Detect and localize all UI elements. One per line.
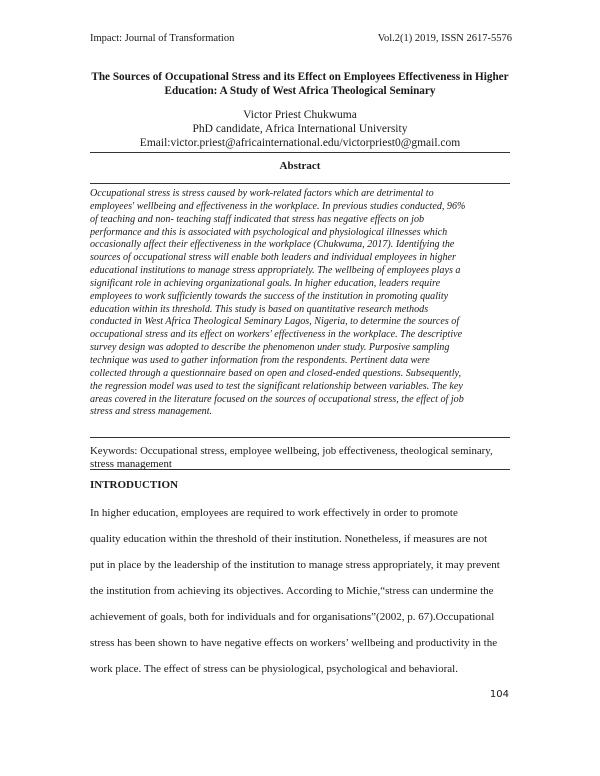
introduction-text: In higher education, employees are required to work effectively in order to promote quality education within the threshold of their institution. Nonetheless, if measures are not put in place by the leadership of the institution to manage stress appropriately, it may prevent the institution from achieving its objectives. According to Michie,“stress can undermine the achievement of goals, both for individuals and for organisations”(2002, p. 67).Occupational stress has been shown to have negative effects on workers’ wellbeing and productivity in the work place. The effect of stress can be physiological, psychological and behavioral. bbox=[90, 507, 500, 675]
journal-name: Impact: Journal of Transformation bbox=[90, 33, 235, 44]
introduction-heading: INTRODUCTION bbox=[90, 479, 179, 491]
author-block bbox=[80, 108, 520, 150]
divider-abstract-bottom bbox=[90, 437, 510, 438]
keywords: Keywords: Occupational stress, employee wellbeing, job effectiveness, theological seminary, stress management bbox=[90, 445, 493, 470]
abstract-heading: Abstract bbox=[279, 160, 321, 172]
abstract-text: Occupational stress is stress caused by work-related factors which are detrimental to employees' wellbeing and effectiveness in the workplace. In previous studies conducted, 96% of teaching and non- teaching staff indicated that stress has negative effects on job performance and this is associated with psychological and physiological illnesses which occasionally affect their effectiveness in the workplace (Chukwuma, 2017). Identifying the sources of occupational stress will enable both leaders and individual employees in higher educational institutions to manage stress appropriately. The wellbeing of employees plays a significant role in achieving organizational goals. In higher education, leaders require employees to work sufficiently towards the success of the institution in promoting quality education within its threshold. This study is based on quantitative research methods conducted in West Africa Theological Seminary Lagos, Nigeria, to determine the sources of occupational stress and its effect on workers' effectiveness in the workplace. The descriptive survey design was adopted to describe the phenomenon under study. Purposive sampling technique was used to gather information from the respondents. Pertinent data were collected through a questionnaire based on open and closed-ended questions. Subsequently, the regression model was used to test the significant relationship between variables. The key areas covered in the literature focused on the sources of occupational stress, the effect of job stress and stress management. bbox=[90, 188, 466, 418]
author-name: Victor Priest Chukwuma bbox=[243, 109, 357, 121]
author-affiliation: PhD candidate, Africa International University bbox=[192, 123, 408, 135]
paper-title: The Sources of Occupational Stress and its Effect on Employees Effectiveness in Higher Education: A Study of West Africa Theological Seminary bbox=[91, 71, 509, 97]
divider-abstract-top bbox=[90, 183, 510, 184]
author-email: Email:victor.priest@africainternational.edu/victorpriest0@gmail.com bbox=[139, 137, 461, 149]
divider-keywords-bottom bbox=[90, 469, 510, 470]
divider-top bbox=[90, 152, 510, 153]
page-number: 104 bbox=[489, 689, 509, 700]
journal-volume: Vol.2(1) 2019, ISSN 2617-5576 bbox=[377, 33, 512, 44]
